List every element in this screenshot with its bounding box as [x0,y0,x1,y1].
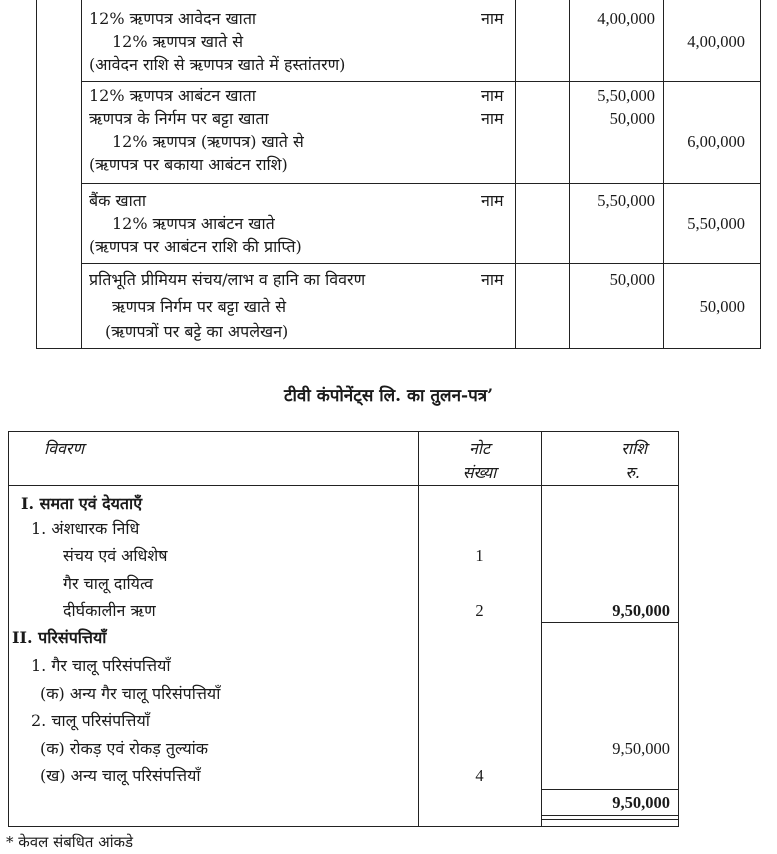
bs-liabilities-total-rule [541,622,679,623]
bs-rule-left [8,431,9,827]
bs-header-amount-line2: रु. [625,463,640,482]
bs-assets-total-rule-double [541,819,679,820]
bs-assets-total-amount: 9,50,000 [612,793,670,812]
journal-entry-1-debit-amount: 4,00,000 [597,9,655,28]
journal-entry-3-debit-account: बैंक खाता [89,191,147,210]
journal-separator [81,263,761,264]
journal-separator [81,183,761,184]
bs-row-other-non-current-assets: (क) अन्य गैर चालू परिसंपत्तियाँ [40,684,221,703]
journal-entry-4-credit-amount: 50,000 [699,297,745,316]
bs-row-other-current-assets: (ख) अन्य चालू परिसंपत्तियाँ [40,766,201,785]
journal-entry-3-credit-account: 12% ऋणपत्र आबंटन खाते [112,214,275,233]
bs-row-reserves-surplus: संचय एवं अधिशेष [63,546,168,565]
bs-rule-right [678,431,679,827]
bs-row-cash-equivalents: (क) रोकड़ एवं रोकड़ तुल्यांक [40,739,209,758]
bs-row-non-current-liabilities: गैर चालू दायित्व [63,574,154,593]
footnote: * केवल संबधित आंकडे [6,833,134,851]
journal-entry-3-credit-amount: 5,50,000 [687,214,745,233]
bs-rule-note [541,431,542,827]
bs-assets-total-rule-top [541,789,679,790]
journal-entry-1-debit-account: 12% ऋणपत्र आवेदन खाता [89,9,257,28]
journal-entry-3-dr-label: नाम [481,191,504,210]
bs-row-equity-liabilities: I. समता एवं देयताएँ [21,494,143,513]
journal-entry-2-dr-label-1: नाम [481,86,504,105]
bs-row-shareholders-funds: 1. अंशधारक निधि [31,519,140,538]
journal-bottom-rule [36,348,761,349]
journal-entry-2-dr-label-2: नाम [481,109,504,128]
bs-row-long-term-borrowings-amount: 9,50,000 [612,601,670,620]
journal-entry-1-credit-account: 12% ऋणपत्र खाते से [112,32,244,51]
journal-entry-1-credit-amount: 4,00,000 [687,32,745,51]
journal-entry-2-debit-account-1: 12% ऋणपत्र आबंटन खाता [89,86,256,105]
journal-entry-1-dr-label: नाम [481,9,504,28]
journal-entry-2-debit-account-2: ऋणपत्र के निर्गम पर बट्टा खाता [89,109,269,128]
bs-row-reserves-surplus-note: 1 [475,546,484,565]
bs-row-other-current-assets-note: 4 [475,766,484,785]
journal-entry-2-narration: (ऋणपत्र पर बकाया आबंटन राशि) [89,155,288,174]
bs-row-current-assets: 2. चालू परिसंपत्तियाँ [31,711,150,730]
bs-row-long-term-borrowings: दीर्घकालीन ऋण [63,601,156,620]
bs-rule-header-bottom [8,485,679,486]
bs-row-assets: II. परिसंपत्तियाँ [12,628,107,647]
bs-row-long-term-borrowings-note: 2 [475,601,484,620]
journal-entry-4-debit-account: प्रतिभूति प्रीमियम संचय/लाभ व हानि का विवरण [89,270,366,289]
journal-rule-right [760,0,761,349]
journal-separator [81,81,761,82]
balance-sheet-title: टीवी कंपोनेंट्स लि. का तुलन-पत्र’ [283,386,494,406]
journal-entry-2-credit-amount: 6,00,000 [687,132,745,151]
bs-rule-top [8,431,679,432]
bs-header-amount-line1: राशि [621,439,647,458]
bs-rule-bottom [8,826,679,827]
journal-rule-lf-right [569,0,570,349]
bs-header-note-line1: नोट [468,439,491,458]
journal-entry-3-debit-amount: 5,50,000 [597,191,655,210]
journal-rule-left [36,0,37,349]
bs-row-non-current-assets: 1. गैर चालू परिसंपत्तियाँ [31,656,171,675]
journal-entry-2-debit-amount-1: 5,50,000 [597,86,655,105]
journal-entry-3-narration: (ऋणपत्र पर आबंटन राशि की प्राप्ति) [89,237,302,256]
bs-row-cash-equivalents-amount: 9,50,000 [612,739,670,758]
journal-entry-2-credit-account: 12% ऋणपत्र (ऋणपत्र) खाते से [112,132,304,151]
journal-entry-4-debit-amount: 50,000 [609,270,655,289]
journal-entry-1-narration: (आवेदन राशि से ऋणपत्र खाते में हस्तांतरण) [89,55,346,74]
journal-entry-2-debit-amount-2: 50,000 [609,109,655,128]
journal-rule-date [81,0,82,349]
bs-header-note-line2: संख्या [462,463,497,482]
bs-header-particulars: विवरण [44,439,85,458]
bs-assets-total-rule-double [541,815,679,816]
journal-rule-lf-left [515,0,516,349]
journal-entry-4-dr-label: नाम [481,270,504,289]
journal-entry-4-narration: (ऋणपत्रों पर बट्टे का अपलेखन) [105,322,289,341]
journal-entry-4-credit-account: ऋणपत्र निर्गम पर बट्टा खाते से [112,297,287,316]
